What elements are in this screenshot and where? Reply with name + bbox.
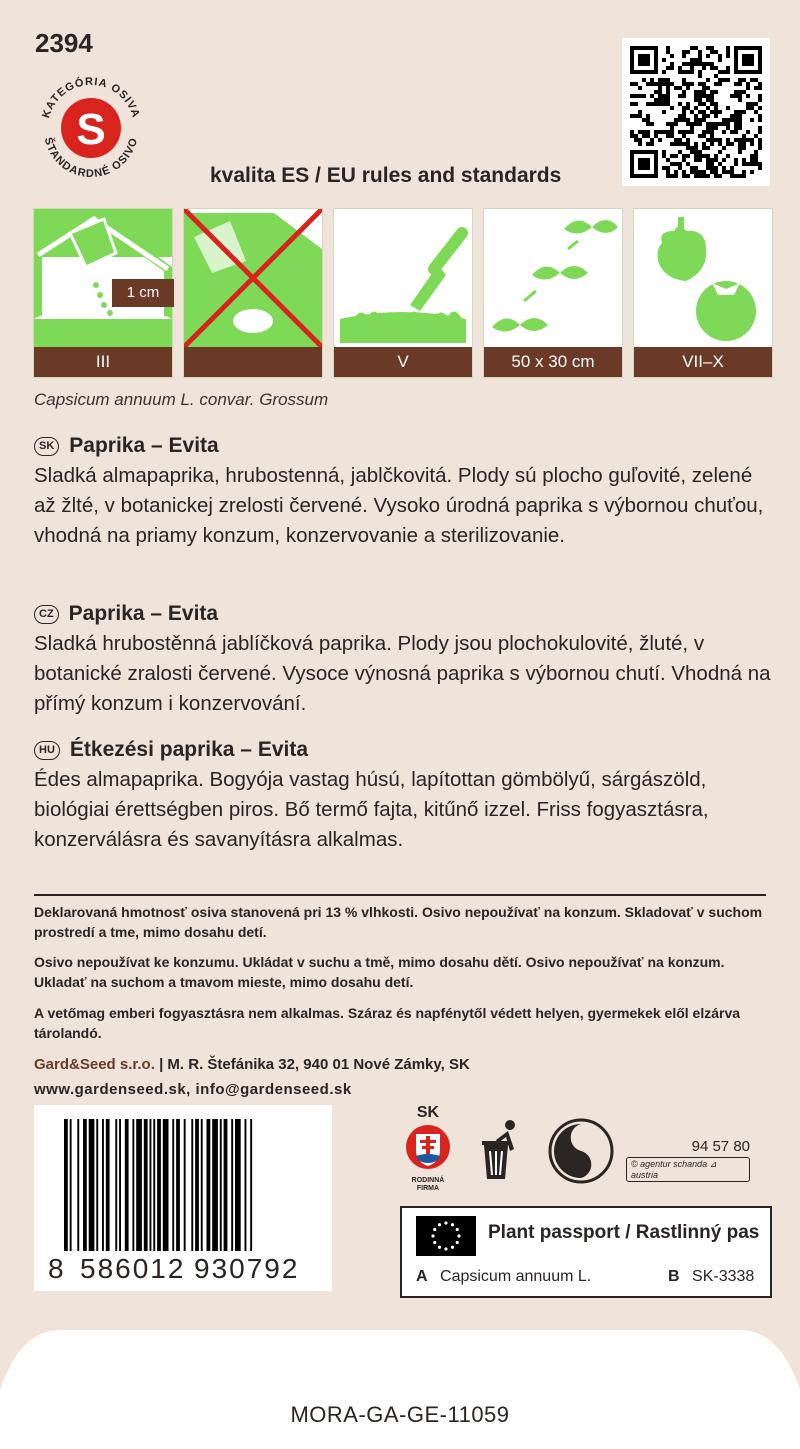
sowing-greenhouse-icon xyxy=(34,209,172,347)
barcode-bar xyxy=(83,1119,87,1251)
barcode-digits-right: 930792 xyxy=(194,1253,300,1284)
sowing-tile xyxy=(33,208,173,378)
lang-badge: SK xyxy=(34,437,59,456)
barcode-bar xyxy=(150,1119,152,1251)
barcode-bar xyxy=(64,1119,68,1251)
agency-tag: © agentur schanda ⊿ austria xyxy=(626,1157,750,1182)
notice-hu: A vetőmag emberi fogyasztásra nem alkalmas. Száraz és napfénytől védett helyen, gyermekek elől elzárva tárolandó. xyxy=(34,1005,741,1041)
barcode-bar xyxy=(136,1119,142,1251)
barcode-bar xyxy=(125,1119,129,1251)
harvest-tile xyxy=(633,208,773,378)
agency-number: 94 57 80 xyxy=(691,1138,750,1155)
barcode-bar xyxy=(119,1119,121,1251)
section-title: Étkezési paprika – Evita xyxy=(69,738,309,761)
slovak-shield-icon xyxy=(400,1122,456,1172)
passport-letter-b: B xyxy=(668,1268,680,1285)
passport-value-b: SK-3338 xyxy=(692,1268,755,1285)
barcode-bar xyxy=(96,1119,98,1251)
company-name: Gard&Seed s.r.o. xyxy=(34,1056,155,1073)
section-sk xyxy=(34,434,774,551)
section-body: Sladká hrubostěnná jablíčková paprika. Plody jsou plochokulovité, žluté, v botanické zralosti červené. Vysoce výnosná paprika s výbornou chutí. Vhodná na přímý konzum i konzervování. xyxy=(34,632,771,715)
tile-caption: V xyxy=(334,347,472,377)
spacing-icon xyxy=(484,209,622,347)
section-body: Édes almapaprika. Bogyója vastag húsú, lapítottan gömbölyű, sárgászöld, biológiai érettségben piros. Bő termő fajta, kitűnő izzel. Friss fogyasztásra, konzerválásra és savanyításra alkalmas. xyxy=(34,768,709,851)
barcode-bar xyxy=(245,1119,247,1251)
latin-name: Capsicum annuum L. convar. Grossum xyxy=(34,390,329,409)
passport-field-b xyxy=(668,1268,754,1286)
barcode-bar xyxy=(70,1119,72,1251)
qr-code[interactable] xyxy=(622,38,770,186)
barcode-bar xyxy=(201,1119,203,1251)
packet-bottom-area xyxy=(0,1330,800,1449)
barcode-bar xyxy=(144,1119,148,1251)
lang-badge: CZ xyxy=(34,605,59,624)
no-transplant-tile xyxy=(183,208,323,378)
barcode-bar xyxy=(77,1119,79,1251)
barcode-bar xyxy=(172,1119,174,1251)
barcode-bar xyxy=(191,1119,193,1251)
barcode-bar xyxy=(153,1119,155,1251)
barcode-bar xyxy=(102,1119,104,1251)
barcode-bar xyxy=(106,1119,110,1251)
tile-caption: III xyxy=(34,347,172,377)
company-web[interactable]: www.gardenseed.sk, info@gardenseed.sk xyxy=(34,1081,352,1098)
notice-cz-sk: Osivo nepoužívat ke konzumu. Ukládat v suchu a tmě, mimo dosahu dětí. Osivo nepoužívať na konzum. Ukladať na suchom a tmavom mieste, mimo dosahu detí. xyxy=(34,954,725,990)
barcode-bar xyxy=(163,1119,169,1251)
company-address: | M. R. Štefánika 32, 940 01 Nové Zámky, SK xyxy=(159,1056,470,1073)
seed-category-seal xyxy=(30,64,152,186)
barcode-bars xyxy=(64,1119,304,1269)
passport-title: Plant passport / Rastlinný pas xyxy=(488,1222,760,1243)
footer-code: MORA-GA-GE-11059 xyxy=(290,1402,510,1427)
barcode-bar xyxy=(220,1119,222,1251)
svg-text:S: S xyxy=(76,105,106,154)
barcode-bar xyxy=(207,1119,211,1251)
svg-text:KATEGÓRIA OSIVA: KATEGÓRIA OSIVA xyxy=(40,75,142,120)
section-body: Sladká almapaprika, hrubostenná, jablčkovitá. Plody sú plocho guľovité, zelené až žlté, v botanickej zrelosti červené. Vysoko úrodná paprika s výbornou chuťou, vhodná na priamy konzum, konzervovanie a sterilizovanie. xyxy=(34,464,764,547)
sk-family-firm-logo xyxy=(400,1104,456,1196)
green-dot-icon xyxy=(548,1118,614,1184)
tile-caption: 50 x 30 cm xyxy=(484,347,622,377)
company-line xyxy=(34,1056,470,1073)
tile-caption xyxy=(184,347,322,377)
barcode-bar xyxy=(235,1119,241,1251)
svg-text:ŠTANDARDNÉ OSIVO: ŠTANDARDNÉ OSIVO xyxy=(41,136,141,181)
barcode-bar xyxy=(132,1119,134,1251)
barcode-bar xyxy=(195,1119,199,1251)
barcode-digits-left: 586012 xyxy=(80,1253,186,1284)
trowel-planting-icon xyxy=(334,209,472,347)
barcode-bar xyxy=(250,1119,252,1251)
section-hu xyxy=(34,738,774,855)
lang-badge: HU xyxy=(34,741,60,760)
agency-mark xyxy=(626,1138,750,1182)
barcode-bar xyxy=(231,1119,233,1251)
product-code: 2394 xyxy=(35,28,93,58)
section-title: Paprika – Evita xyxy=(69,434,219,457)
section-title: Paprika – Evita xyxy=(68,602,219,625)
barcode-bar xyxy=(89,1119,95,1251)
section-cz xyxy=(34,602,774,719)
no-transplant-icon xyxy=(184,209,322,347)
instruction-icons-row xyxy=(33,208,773,378)
barcode xyxy=(34,1105,332,1291)
planting-tile xyxy=(333,208,473,378)
depth-label: 1 cm xyxy=(112,279,174,307)
sk-logo-sub: RODINNÁ FIRMA xyxy=(411,1177,445,1192)
passport-field-a xyxy=(416,1268,591,1286)
quality-standard-text: kvalita ES / EU rules and standards xyxy=(210,164,562,187)
barcode-bar xyxy=(184,1119,186,1251)
trash-bin-icon xyxy=(478,1115,530,1185)
barcode-digit-first: 8 xyxy=(48,1253,66,1284)
barcode-bar xyxy=(224,1119,228,1251)
divider xyxy=(34,894,766,896)
tile-caption: VII–X xyxy=(634,347,772,377)
barcode-bar xyxy=(212,1119,218,1251)
notice-sk: Deklarovaná hmotnosť osiva stanovená pri 13 % vlhkosti. Osivo nepoužívať na konzum. Skladovať v suchom prostredí a tme, mimo dosahu detí. xyxy=(34,904,763,940)
spacing-tile xyxy=(483,208,623,378)
barcode-bar xyxy=(157,1119,161,1251)
passport-value-a: Capsicum annuum L. xyxy=(440,1268,592,1285)
barcode-bar xyxy=(115,1119,117,1251)
sk-logo-label: SK xyxy=(416,1104,440,1121)
passport-letter-a: A xyxy=(416,1268,428,1285)
harvest-pepper-tomato-icon xyxy=(634,209,772,347)
barcode-bar xyxy=(176,1119,180,1251)
eu-flag-icon xyxy=(416,1216,476,1256)
plant-passport xyxy=(400,1206,772,1298)
